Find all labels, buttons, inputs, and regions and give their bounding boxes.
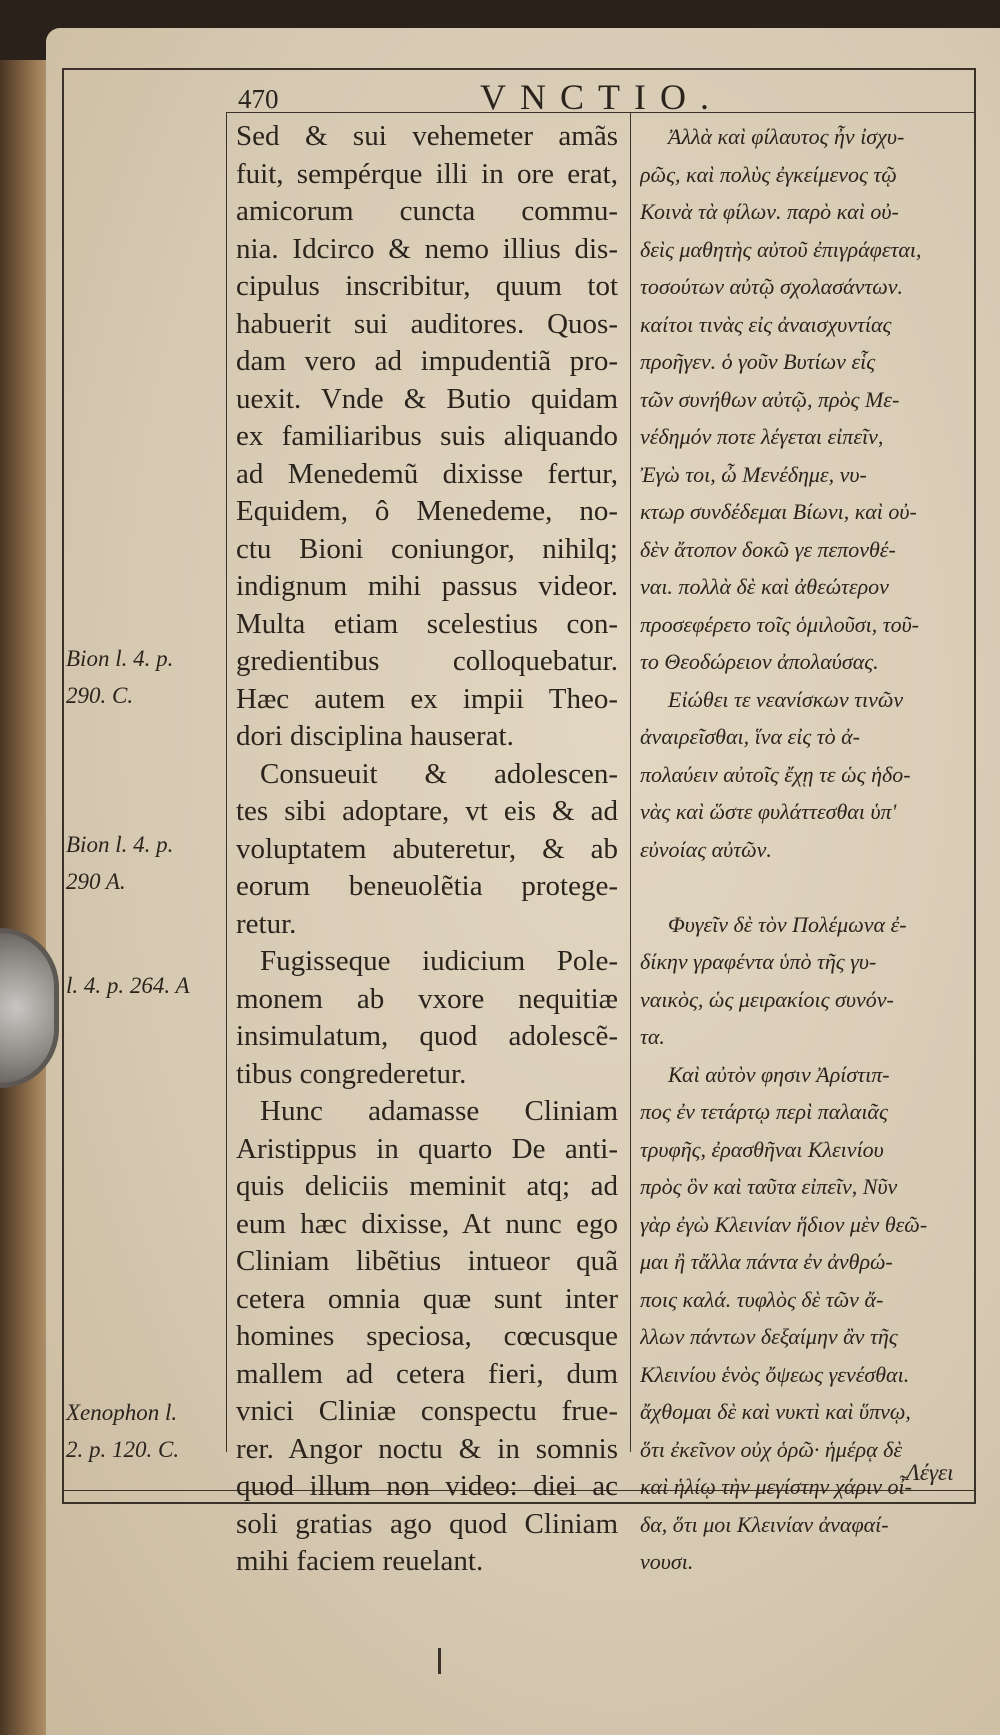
latin-line: dam vero ad impudentiã pro- bbox=[236, 345, 618, 377]
greek-line: τῶν συνήθων αὐτῷ, πρὸς Με- bbox=[640, 386, 900, 412]
page-number: 470 bbox=[238, 84, 279, 114]
margin-note-line: 2. p. 120. C. bbox=[66, 1437, 180, 1462]
book-edge bbox=[0, 60, 52, 1735]
greek-line bbox=[640, 868, 972, 906]
greek-line: τοσούτων αὐτῷ σχολασάντων. bbox=[640, 274, 904, 299]
margin-note-line: 290 A. bbox=[66, 869, 126, 894]
outer-left-rule bbox=[62, 68, 64, 1504]
margin-note-line: Bion l. 4. p. bbox=[66, 832, 174, 857]
stray-mark bbox=[438, 1648, 441, 1674]
latin-line: soli gratias ago quod Cliniam bbox=[236, 1507, 618, 1540]
greek-line: Φυγεῖν δὲ τὸν Πολέμωνα ἐ- bbox=[668, 911, 907, 937]
greek-line: Ἐγὼ τοι, ὦ Μενέδημε, νυ- bbox=[640, 461, 867, 487]
greek-line: κτωρ συνδέδεμαι Βίωνι, καὶ οὐ- bbox=[640, 499, 917, 524]
greek-line: προῆγεν. ὁ γοῦν Βυτίων εἷς bbox=[640, 349, 876, 374]
greek-line: τα. bbox=[640, 1024, 665, 1049]
margin-note-xenophon bbox=[66, 1394, 179, 1468]
greek-column-rule bbox=[630, 112, 631, 1452]
latin-line: Cliniam libẽtius intueor quã bbox=[236, 1245, 618, 1277]
latin-line: monem ab vxore nequitiæ bbox=[236, 982, 618, 1015]
latin-line: gredientibus colloquebatur. bbox=[236, 645, 618, 677]
greek-line: γὰρ ἐγὼ Κλεινίαν ἥδιον μὲν θεῶ- bbox=[640, 1211, 928, 1237]
latin-column bbox=[236, 118, 618, 1581]
latin-line: mihi faciem reuelant. bbox=[236, 1545, 484, 1577]
greek-line: Κλεινίου ἑνὸς ὄψεως γενέσθαι. bbox=[640, 1361, 910, 1387]
latin-line: nia. Idcirco & nemo illius dis- bbox=[236, 232, 618, 265]
margin-note-line: Xenophon l. bbox=[66, 1400, 178, 1425]
greek-line: ναικὸς, ὡς μειρακίοις συνόν- bbox=[640, 986, 894, 1012]
latin-line: fuit, sempérque illi in ore erat, bbox=[236, 157, 618, 190]
greek-line: εὐνοίας αὐτῶν. bbox=[640, 836, 772, 862]
margin-note-bion-1 bbox=[66, 640, 173, 714]
latin-line: cipulus inscribitur, quum tot bbox=[236, 270, 618, 302]
latin-line: vnici Cliniæ conspectu frue- bbox=[236, 1395, 618, 1427]
greek-line: Κοινὰ τὰ φίλων. παρὸ καὶ οὐ- bbox=[640, 199, 899, 224]
greek-line: πολαύειν αὐτοῖς ἔχῃ τε ὡς ἡδο- bbox=[640, 761, 911, 787]
greek-line: Εἰώθει τε νεανίσκων τινῶν bbox=[668, 686, 904, 712]
margin-note-line: l. 4. p. 264. A bbox=[66, 973, 190, 998]
greek-line: νὰς καὶ ὥστε φυλάττεσθαι ὑπ' bbox=[640, 799, 897, 824]
greek-line: δεὶς μαθητὴς αὐτοῦ ἐπιγράφεται, bbox=[640, 236, 922, 262]
greek-line: δα, ὅτι μοι Κλεινίαν ἀναφαί- bbox=[640, 1511, 889, 1537]
margin-note-bion-2 bbox=[66, 826, 173, 900]
greek-line: λλων πάντων δεξαίμην ἂν τῆς bbox=[640, 1324, 898, 1349]
latin-line: Equidem, ô Menedeme, no- bbox=[236, 495, 618, 527]
latin-line: quis deliciis meminit atq; ad bbox=[236, 1170, 618, 1202]
header-rule bbox=[62, 68, 976, 70]
greek-column bbox=[640, 118, 972, 1581]
greek-line: μαι ἢ τἄλλα πάντα ἐν ἀνθρώ- bbox=[640, 1249, 893, 1274]
greek-line: πος ἐν τετάρτῳ περὶ παλαιᾶς bbox=[640, 1099, 888, 1124]
latin-line: Fugisseque iudicium Pole- bbox=[260, 945, 618, 977]
latin-line: Aristippus in quarto De anti- bbox=[236, 1132, 618, 1165]
greek-line: τρυφῆς, ἐρασθῆναι Κλεινίου bbox=[640, 1136, 884, 1162]
margin-column-rule bbox=[226, 112, 227, 1452]
latin-line: ex familiaribus suis aliquando bbox=[236, 420, 618, 452]
greek-line: καὶ ἡλίῳ τὴν μεγίστην χάριν οἶ- bbox=[640, 1474, 912, 1499]
latin-line: habuerit sui auditores. Quos- bbox=[236, 307, 618, 340]
greek-line: ναι. πολλὰ δὲ καὶ ἀθεώτερον bbox=[640, 574, 889, 599]
greek-line: ρῶς, καὶ πολὺς ἐγκείμενος τῷ bbox=[640, 161, 897, 187]
latin-line: uexit. Vnde & Butio quidam bbox=[236, 382, 618, 415]
latin-line: cetera omnia quæ sunt inter bbox=[236, 1282, 618, 1315]
latin-line: amicorum cuncta commu- bbox=[236, 195, 618, 227]
latin-line: insimulatum, quod adolescẽ- bbox=[236, 1020, 618, 1052]
latin-line: dori disciplina hauserat. bbox=[236, 720, 514, 752]
greek-line: πρὸς ὃν καὶ ταῦτα εἰπεῖν, Νῦν bbox=[640, 1174, 898, 1199]
margin-note-l4-p264 bbox=[66, 967, 190, 1004]
latin-line: Hæc autem ex impii Theo- bbox=[236, 682, 618, 715]
latin-line: rer. Angor noctu & in somnis bbox=[236, 1432, 618, 1465]
latin-line: mallem ad cetera fieri, dum bbox=[236, 1357, 618, 1390]
latin-line: homines speciosa, cœcusque bbox=[236, 1320, 618, 1352]
latin-line: voluptatem abuteretur, & ab bbox=[236, 832, 618, 865]
latin-line: Consueuit & adolescen- bbox=[260, 757, 618, 790]
latin-line: indignum mihi passus videor. bbox=[236, 570, 618, 602]
latin-line: ctu Bioni coniungor, nihilq; bbox=[236, 532, 618, 565]
greek-line: ὅτι ἐκεῖνον οὐχ ὁρῶ· ἡμέρᾳ δὲ bbox=[640, 1436, 903, 1462]
margin-note-line: 290. C. bbox=[66, 683, 134, 708]
greek-line: ἀναιρεῖσθαι, ἵνα εἰς τὸ ἀ- bbox=[640, 724, 861, 749]
latin-line: retur. bbox=[236, 907, 297, 940]
greek-line: νέδημόν ποτε λέγεται εἰπεῖν, bbox=[640, 424, 884, 449]
latin-line: eum hæc dixisse, At nunc ego bbox=[236, 1207, 618, 1240]
greek-line: το Θεοδώρειον ἀπολαύσας. bbox=[640, 649, 879, 674]
latin-line: ad Menedemũ dixisse fertur, bbox=[236, 457, 618, 490]
greek-line: δὲν ἄτοπον δοκῶ γε πεπονθέ- bbox=[640, 536, 896, 562]
latin-line: quod illum non video: diei ac bbox=[236, 1470, 618, 1502]
greek-line: Ἀλλὰ καὶ φίλαυτος ἦν ἰσχυ- bbox=[668, 124, 905, 149]
greek-line: ἄχθομαι δὲ καὶ νυκτὶ καὶ ὕπνῳ, bbox=[640, 1399, 911, 1424]
latin-line: Hunc adamasse Cliniam bbox=[260, 1095, 618, 1127]
margin-note-line: Bion l. 4. p. bbox=[66, 646, 174, 671]
latin-line: Multa etiam scelestius con- bbox=[236, 607, 618, 640]
outer-right-rule bbox=[974, 68, 976, 1504]
latin-line: Sed & sui vehemeter amãs bbox=[236, 120, 618, 152]
running-head: VNCTIO. bbox=[480, 77, 723, 117]
greek-line: νουσι. bbox=[640, 1549, 694, 1574]
latin-line: eorum beneuolẽtia protege- bbox=[236, 870, 618, 902]
greek-line: δίκην γραφέντα ὑπὸ τῆς γυ- bbox=[640, 949, 877, 974]
catchword: Λέγει bbox=[906, 1460, 954, 1485]
greek-line: καίτοι τινὰς εἰς ἀναισχυντίας bbox=[640, 311, 892, 337]
greek-line: Καὶ αὐτὸν φησιν Ἀρίστιπ- bbox=[668, 1061, 890, 1087]
greek-line: ποις καλά. τυφλὸς δὲ τῶν ἄ- bbox=[640, 1286, 884, 1312]
latin-line: tes sibi adoptare, vt eis & ad bbox=[236, 795, 618, 827]
latin-line: tibus congrederetur. bbox=[236, 1057, 467, 1090]
greek-line: προσεφέρετο τοῖς ὁμιλοῦσι, τοῦ- bbox=[640, 611, 919, 637]
